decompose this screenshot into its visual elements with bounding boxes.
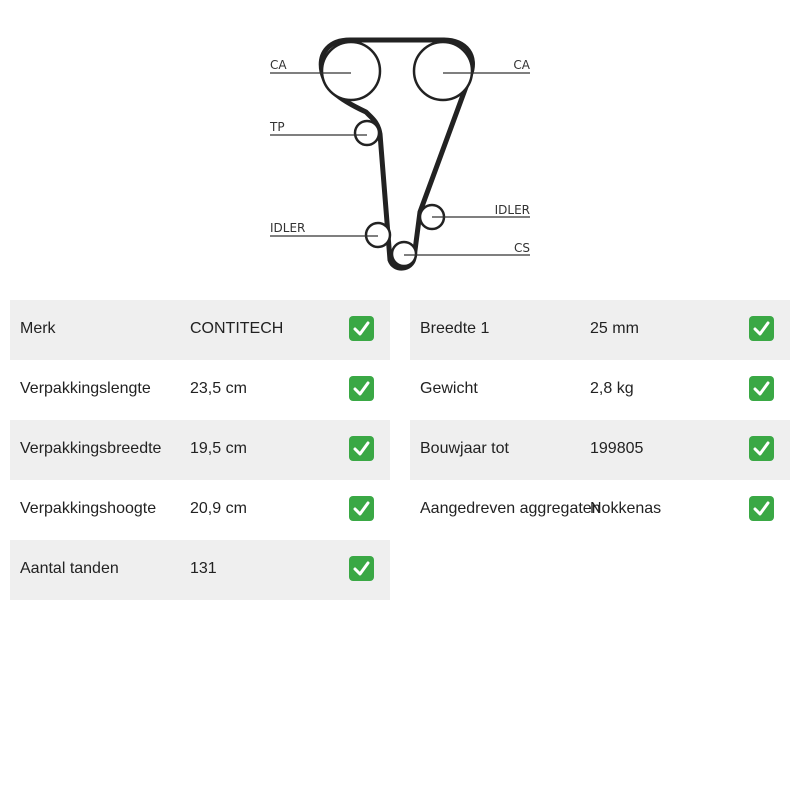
camshaft-pulley-right: [414, 42, 472, 100]
check-icon: [349, 496, 374, 521]
property-row-aangedreven-aggregaten: [410, 480, 790, 540]
property-value: 199805: [590, 440, 644, 457]
check-icon: [749, 316, 774, 341]
property-value: Nokkenas: [590, 500, 662, 517]
properties-table-left: [10, 300, 390, 600]
check-icon: [349, 436, 374, 461]
label-cs: CS: [514, 241, 530, 255]
property-value: 2,8 kg: [590, 380, 634, 397]
property-row-verpakkingsbreedte: [10, 420, 390, 480]
property-value: 19,5 cm: [190, 440, 247, 457]
check-icon: [349, 316, 374, 341]
property-label: Bouwjaar tot: [420, 440, 509, 457]
property-value: CONTITECH: [190, 320, 284, 337]
crankshaft-pulley: [392, 242, 416, 266]
check-icon: [749, 496, 774, 521]
check-icon: [749, 436, 774, 461]
label-idler-right: IDLER: [494, 203, 530, 217]
property-value: 131: [190, 560, 217, 577]
property-label: Merk: [20, 320, 56, 337]
property-label: Breedte 1: [420, 320, 490, 337]
check-icon: [349, 376, 374, 401]
camshaft-pulley-left: [322, 42, 380, 100]
label-idler-left: IDLER: [270, 221, 306, 235]
property-value: 20,9 cm: [190, 500, 247, 517]
tensioner-pulley: [355, 121, 379, 145]
label-ca-left: CA: [270, 58, 287, 72]
property-row-aantal-tanden: [10, 540, 390, 600]
check-icon: [349, 556, 374, 581]
property-row-verpakkingslengte: [10, 360, 390, 420]
property-value: 23,5 cm: [190, 380, 247, 397]
property-label: Aantal tanden: [20, 560, 119, 577]
property-label: Verpakkingshoogte: [20, 500, 157, 517]
label-tp: TP: [270, 120, 285, 134]
check-icon: [749, 376, 774, 401]
property-label: Verpakkingslengte: [20, 380, 151, 397]
property-label: Aangedreven aggregaten: [420, 500, 601, 517]
label-ca-right: CA: [513, 58, 530, 72]
idler-pulley-left: [366, 223, 390, 247]
property-row-merk: [10, 300, 390, 360]
properties-table-right: [410, 300, 790, 540]
property-row-gewicht: [410, 360, 790, 420]
property-row-breedte-1: [410, 300, 790, 360]
property-label: Verpakkingsbreedte: [20, 440, 162, 457]
property-label: Gewicht: [420, 380, 478, 397]
timing-belt-diagram: [0, 0, 800, 290]
property-value: 25 mm: [590, 320, 639, 337]
property-row-bouwjaar-tot: [410, 420, 790, 480]
property-row-verpakkingshoogte: [10, 480, 390, 540]
